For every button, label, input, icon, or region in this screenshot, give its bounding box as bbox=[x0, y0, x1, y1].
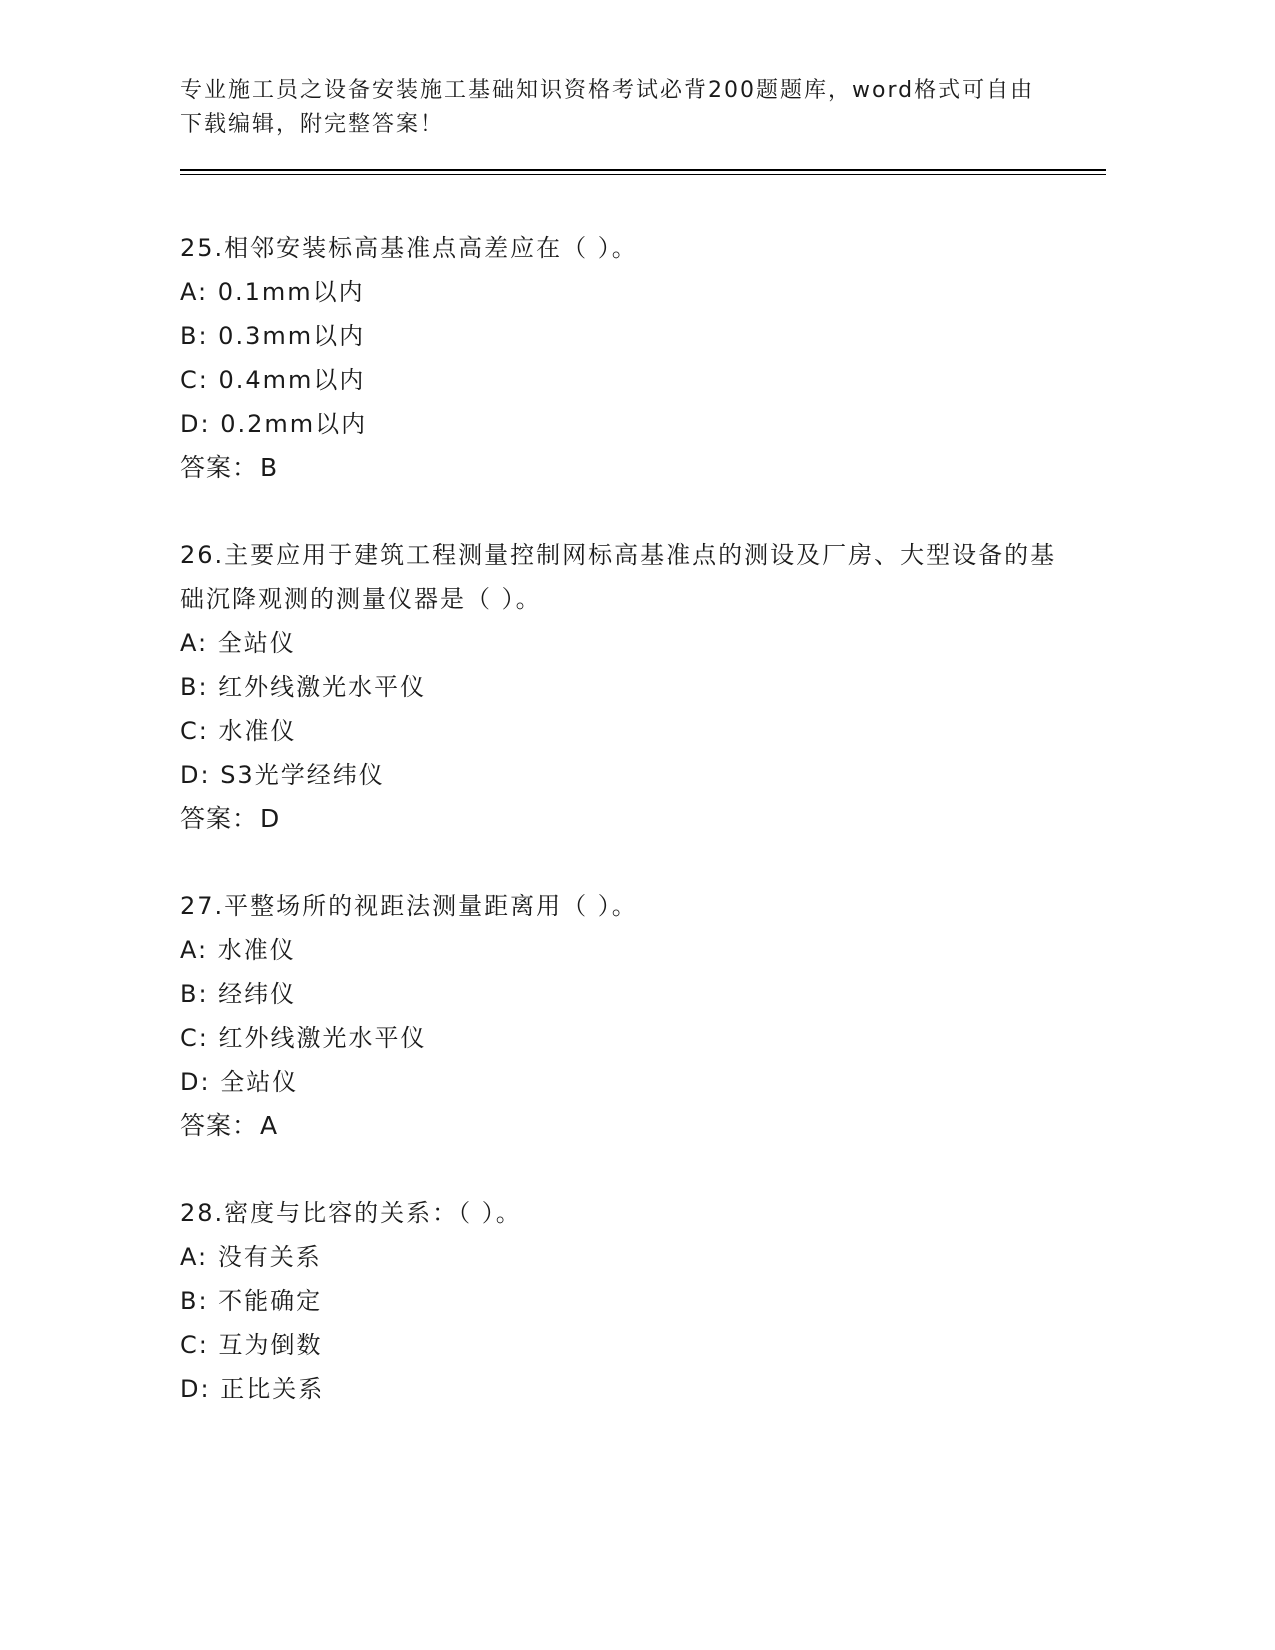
option-c: C: 互为倒数 bbox=[180, 1331, 323, 1359]
document-header: 专业施工员之设备安装施工基础知识资格考试必背200题题库，word格式可自由 下载编辑，附完整答案！ bbox=[180, 78, 1035, 137]
answer-line bbox=[180, 446, 1060, 489]
question-stem: 25.相邻安装标高基准点高差应在（ ）。 bbox=[180, 234, 638, 262]
option-a: A: 全站仪 bbox=[180, 629, 296, 657]
answer-line bbox=[180, 1104, 1060, 1147]
question-stem: 28.密度与比容的关系：（ ）。 bbox=[180, 1199, 522, 1227]
header-divider-thin bbox=[180, 174, 1106, 175]
answer-value: D bbox=[260, 804, 281, 833]
question-stem: 26.主要应用于建筑工程测量控制网标高基准点的测设及厂房、大型设备的基础沉降观测的测量仪器是（ ）。 bbox=[180, 541, 1057, 613]
answer-value: A bbox=[260, 1111, 279, 1140]
question-list bbox=[180, 226, 1060, 1455]
option-c: C: 红外线激光水平仪 bbox=[180, 1024, 427, 1052]
option-c: C: 水准仪 bbox=[180, 717, 297, 745]
option-b: B: 0.3mm以内 bbox=[180, 322, 366, 350]
answer-label: 答案： bbox=[180, 804, 259, 833]
option-a: A: 水准仪 bbox=[180, 936, 296, 964]
option-d: D: 正比关系 bbox=[180, 1375, 325, 1403]
question-27 bbox=[180, 884, 1060, 1147]
option-d: D: 0.2mm以内 bbox=[180, 410, 368, 438]
answer-value: B bbox=[260, 453, 279, 482]
option-c: C: 0.4mm以内 bbox=[180, 366, 366, 394]
option-b: B: 红外线激光水平仪 bbox=[180, 673, 427, 701]
option-d: D: 全站仪 bbox=[180, 1068, 299, 1096]
answer-label: 答案： bbox=[180, 1111, 259, 1140]
question-26 bbox=[180, 533, 1060, 840]
option-b: B: 经纬仪 bbox=[180, 980, 297, 1008]
question-stem: 27.平整场所的视距法测量距离用（ ）。 bbox=[180, 892, 638, 920]
option-a: A: 没有关系 bbox=[180, 1243, 322, 1271]
option-b: B: 不能确定 bbox=[180, 1287, 323, 1315]
header-divider-thick bbox=[180, 169, 1106, 171]
answer-label: 答案： bbox=[180, 453, 259, 482]
option-d: D: S3光学经纬仪 bbox=[180, 761, 385, 789]
question-28 bbox=[180, 1191, 1060, 1411]
answer-line bbox=[180, 797, 1060, 840]
option-a: A: 0.1mm以内 bbox=[180, 278, 365, 306]
question-25 bbox=[180, 226, 1060, 489]
